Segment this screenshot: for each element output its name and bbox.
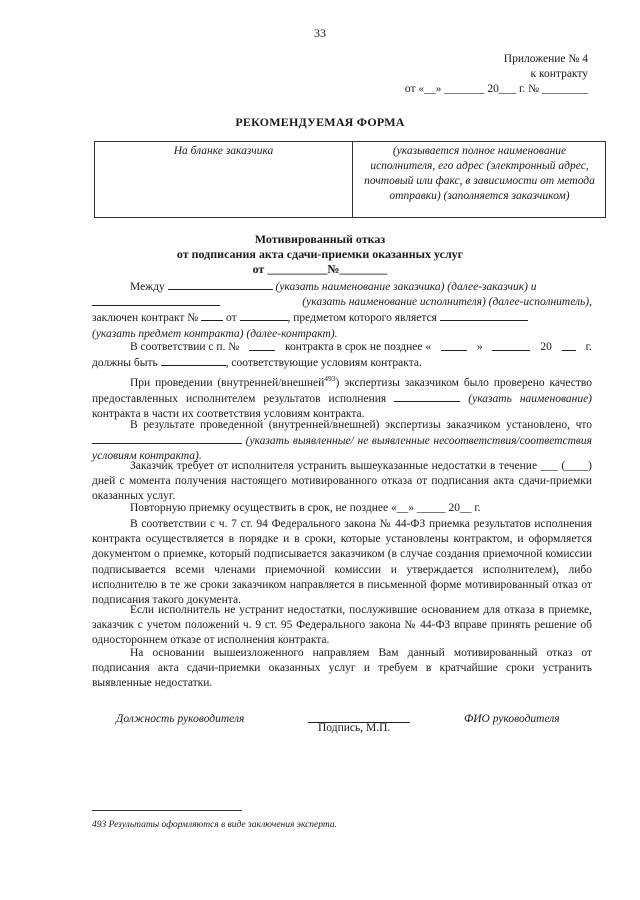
contract-subject-hint: (указать предмет контракта) (далее-контракт).	[92, 327, 338, 340]
paragraph-findings	[92, 418, 592, 465]
findings-text: В результате проведенной (внутренней/внешней) экспертизы заказчиком установлено, что	[130, 419, 592, 431]
paragraph-law-95	[92, 603, 592, 649]
service-blank	[161, 355, 226, 366]
recommended-form-heading: РЕКОМЕНДУЕМАЯ ФОРМА	[235, 115, 405, 129]
footnote-ref: 493	[324, 374, 336, 383]
findings-blank	[92, 433, 242, 444]
deadline-month-blank	[492, 340, 530, 351]
must-be-label: должны быть	[92, 357, 158, 370]
deadline-day-blank	[441, 340, 467, 351]
paragraph-law-94	[92, 517, 592, 608]
document-subtitle: от подписания акта сдачи-приемки оказанных услуг	[176, 247, 464, 261]
contractor-name-blank	[92, 295, 220, 306]
paragraph-requirement	[92, 459, 592, 505]
contract-date-blank	[240, 310, 288, 321]
position-label: Должность руководителя	[116, 713, 245, 725]
clause-number-label: В соответствии с п. №	[130, 341, 240, 353]
contract-number-label: заключен контракт №	[92, 312, 199, 325]
year-prefix: 20	[540, 341, 552, 353]
law-95-text: Если исполнитель не устранит недостатки, послужившие основанием для отказа в приемке, заказчик с учетом положений ч. 9 ст. 95 Федерального закона № 44-ФЗ вправе принять решение об одностороннем отказе от исполнения контракта.	[92, 604, 592, 647]
appendix-line-2: к контракту	[530, 68, 588, 80]
paragraph-deadline	[92, 340, 592, 371]
customer-name-hint: (указать наименование заказчика) (далее-заказчик) и	[275, 281, 537, 293]
result-name-blank	[394, 391, 460, 402]
appendix-line-3: от «__» _______ 20___ г. № ________	[404, 83, 588, 95]
contract-subject-label: , предметом которого является	[287, 312, 437, 325]
customer-name-blank	[168, 279, 273, 290]
conclusion-text: На основании вышеизложенного направляем Вам данный мотивированный отказ от подписания акта сдачи-приемки оказанных услуг и требуем в кратчайшие сроки устранить выявленные недостатки.	[92, 647, 592, 690]
page-number: 33	[314, 26, 326, 40]
law-94-text: В соответствии с ч. 7 ст. 94 Федерального закона № 44-ФЗ приемка результатов исполнения контракта осуществляется в порядке и в сроки, которые установлены контрактом, и оформляется документом о приемке, который подписывается заказчиком (в случае создания приемочной комиссии подписывается всеми членами приемочной комиссии и утверждается исполнителем), либо исполнителю в те же сроки заказчиком направляется в письменной форме мотивированный отказ от подписания такого документа.	[92, 518, 592, 607]
quote-close: »	[476, 341, 483, 353]
paragraph-reacceptance	[92, 501, 592, 516]
form-header-table	[94, 141, 606, 218]
year-suffix: г.	[585, 341, 592, 353]
document-title: Мотивированный отказ	[254, 232, 386, 246]
requirement-text: Заказчик требует от исполнителя устранить вышеуказанные недостатки в течение ___ (____) дней с момента получения настоящего мотивированного отказа от подписания акта сдачи-приемки оказанных услуг.	[92, 460, 592, 503]
conformity-text: , соответствующие условиям контракта.	[225, 357, 422, 370]
findings-hint: (указать выявленные/ не выявленные несоответствия/соответствия условиям контракта).	[92, 435, 592, 463]
expertise-text-b: ) экспертизы заказчиком было проверено качество предоставленных исполнителем результатов исполнения	[92, 376, 592, 406]
paragraph-parties	[92, 279, 592, 342]
full-name-label: ФИО руководителя	[464, 713, 560, 725]
paragraph-conclusion	[92, 646, 592, 692]
clause-number-blank	[249, 340, 275, 351]
contract-subject-blank	[440, 310, 528, 321]
contractor-name-hint: (указать наименование исполнителя) (далее-исполнитель),	[302, 296, 592, 309]
deadline-year-blank	[562, 340, 576, 351]
contractor-details-cell: (указывается полное наименование исполнителя, его адрес (электронный адрес, почтовый или факс, в зависимости от метода отправки) (заполняется заказчиком)	[364, 145, 595, 202]
contract-from-label: от	[226, 312, 237, 325]
footnote-text: 493 Результаты оформляются в виде заключения эксперта.	[92, 820, 337, 830]
expertise-text-a: При проведении (внутренней/внешней	[130, 376, 325, 389]
signature-label: Подпись, М.П.	[318, 722, 391, 734]
text-between: Между	[130, 281, 165, 293]
result-name-hint: (указать наименование)	[468, 393, 593, 406]
reacceptance-text: Повторную приемку осуществить в срок, не позднее «__» _____ 20__ г.	[130, 502, 481, 514]
document-date-number: от __________№________	[252, 262, 388, 276]
expertise-text-d: контракта в части их соответствия условиям контракта.	[92, 408, 365, 421]
paragraph-expertise	[92, 371, 592, 422]
footnote-separator	[92, 810, 242, 811]
customer-letterhead-cell: На бланке заказчика	[95, 142, 353, 217]
deadline-label: контракта в срок не позднее «	[285, 341, 432, 353]
contract-number-blank	[201, 310, 223, 321]
appendix-line-1: Приложение № 4	[503, 53, 588, 65]
